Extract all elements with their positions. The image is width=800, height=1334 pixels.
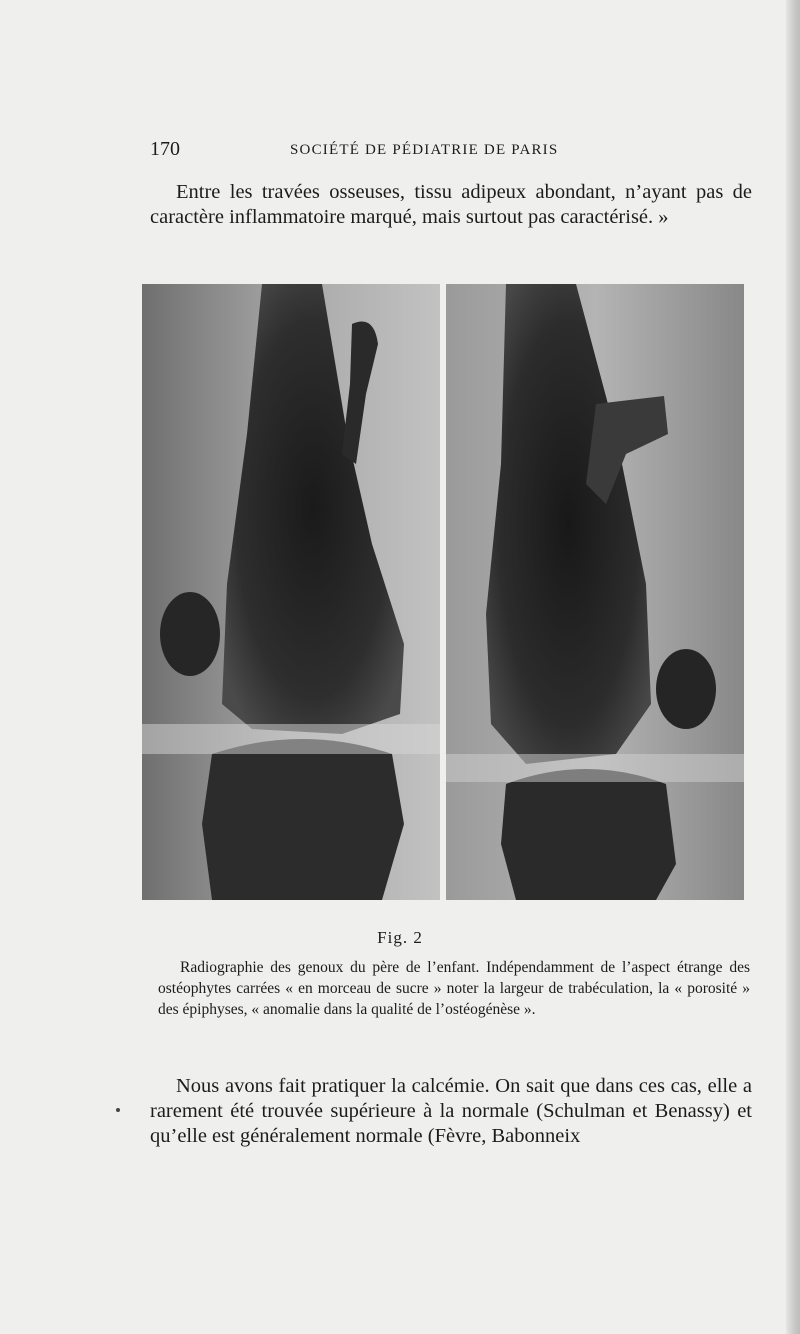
- page-edge: [786, 0, 800, 1334]
- stray-mark: [116, 1108, 120, 1112]
- left-knee-radiograph: [142, 284, 440, 900]
- paragraph-bottom: Nous avons fait pratiquer la calcémie. On sait que dans ces cas, elle a rarement été trouvée supérieure à la normale (Schulman et Benassy) et qu’elle est généralement normale (Fèvre, Babonneix: [150, 1075, 752, 1147]
- journal-title: SOCIÉTÉ DE PÉDIATRIE DE PARIS: [290, 142, 559, 158]
- figure-label: Fig. 2: [377, 928, 423, 947]
- paragraph-top: Entre les travées osseuses, tissu adipeux abondant, n’ayant pas de caractère inflammatoire marqué, mais surtout pas caractérisé. »: [150, 181, 752, 228]
- figure-caption: Radiographie des genoux du père de l’enfant. Indépendamment de l’aspect étrange des ostéophytes carrées « en morceau de sucre » noter la largeur de trabéculation, la « porosité » des épiphyses, « anomalie dans la qualité de l’ostéogénèse ».: [158, 959, 750, 1018]
- left-xray-drawing: [142, 284, 440, 900]
- figure: [142, 284, 752, 904]
- right-knee-radiograph: [446, 284, 744, 900]
- right-xray-drawing: [446, 284, 744, 900]
- running-head: [150, 138, 750, 162]
- page-number: 170: [150, 138, 180, 160]
